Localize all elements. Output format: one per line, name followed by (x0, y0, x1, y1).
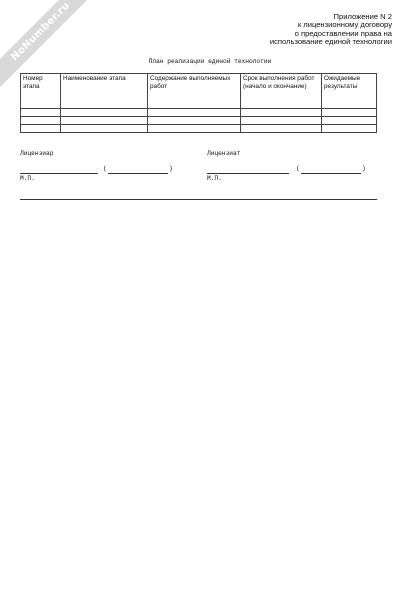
licensee-label: Лицензиат (207, 150, 241, 157)
table-cell (322, 125, 377, 133)
close-paren: ) (169, 165, 173, 172)
table-cell (61, 109, 148, 117)
licensor-name-line (108, 173, 168, 174)
table-cell (21, 117, 61, 125)
column-header: Ожидаемые результаты (322, 74, 377, 109)
licensee-name-line (301, 173, 361, 174)
licensor-stamp-label: М.П. (20, 175, 35, 182)
licensee-signature-block (207, 150, 367, 186)
table-cell (241, 125, 322, 133)
table-cell (148, 117, 241, 125)
header-line: к лицензионному договору (297, 20, 392, 30)
table-cell (241, 117, 322, 125)
open-paren: ( (103, 165, 107, 172)
licensor-signature-block (20, 150, 180, 186)
column-header: Номер этапа (21, 74, 61, 109)
open-paren: ( (296, 165, 300, 172)
watermark-ribbon: NoNumber.ru (0, 0, 101, 92)
table-cell (148, 109, 241, 117)
table-cell (241, 109, 322, 117)
licensor-label: Лицензиар (20, 150, 54, 157)
header-line: Приложение N 2 (333, 12, 392, 21)
column-header: Наименование этапа (61, 74, 148, 109)
table-cell (21, 109, 61, 117)
plan-table (20, 73, 377, 133)
table-cell (21, 125, 61, 133)
header-line: о предоставлении права на (294, 28, 392, 38)
licensee-signature-line (207, 173, 289, 174)
licensee-stamp-label: М.П. (207, 175, 222, 182)
table-cell (148, 125, 241, 133)
appendix-header (222, 13, 392, 47)
table-cell (322, 109, 377, 117)
table-header-row (21, 74, 377, 109)
header-line: использование единой технологии (269, 37, 392, 47)
column-header: Срок выполнения работ (начало и окончание) (241, 74, 322, 109)
table-row (21, 125, 377, 133)
table-cell (61, 125, 148, 133)
bottom-divider (20, 199, 377, 200)
table-cell (61, 117, 148, 125)
table-cell (322, 117, 377, 125)
licensor-signature-line (20, 173, 98, 174)
table-row (21, 117, 377, 125)
close-paren: ) (362, 165, 366, 172)
document-title: План реализации единой технологии (148, 58, 272, 65)
column-header: Содержание выполняемых работ (148, 74, 241, 109)
table-row (21, 109, 377, 117)
